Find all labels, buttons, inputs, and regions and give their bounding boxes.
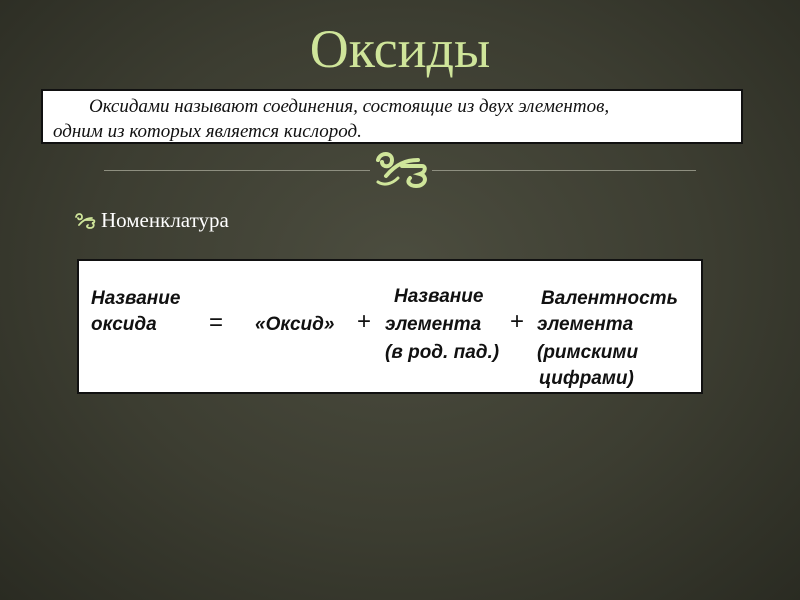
nomenclature-box <box>77 259 703 394</box>
definition-line-2: одним из которых является кислород. <box>53 121 362 142</box>
formula-term4-line2: элемента <box>537 314 634 335</box>
formula-equals: = <box>209 309 224 336</box>
formula-term2: «Оксид» <box>255 314 335 335</box>
divider-left <box>104 170 370 171</box>
ornament-divider-icon <box>372 146 430 190</box>
slide-title: Оксиды <box>309 19 491 79</box>
bullet-text: Номенклатура <box>101 207 229 232</box>
definition-box <box>41 89 743 144</box>
formula-term1-line2: оксида <box>91 314 157 335</box>
formula-term3-line3: (в род. пад.) <box>385 342 500 363</box>
formula-term3-line2: элемента <box>385 314 482 335</box>
definition-line-1: Оксидами называют соединения, состоящие из двух элементов, <box>89 96 610 117</box>
divider-right <box>432 170 696 171</box>
bullet-item <box>74 206 229 234</box>
ornament-bullet-icon <box>74 211 96 229</box>
formula-plus-1: + <box>357 308 372 335</box>
formula-term4-line3: (римскими <box>537 342 639 363</box>
formula-term4-line1: Валентность <box>541 288 678 309</box>
formula-term4-line4: цифрами) <box>539 368 634 389</box>
formula-plus-2: + <box>510 308 525 335</box>
formula-term1-line1: Название <box>91 288 181 309</box>
formula-term3-line1: Название <box>394 286 484 307</box>
